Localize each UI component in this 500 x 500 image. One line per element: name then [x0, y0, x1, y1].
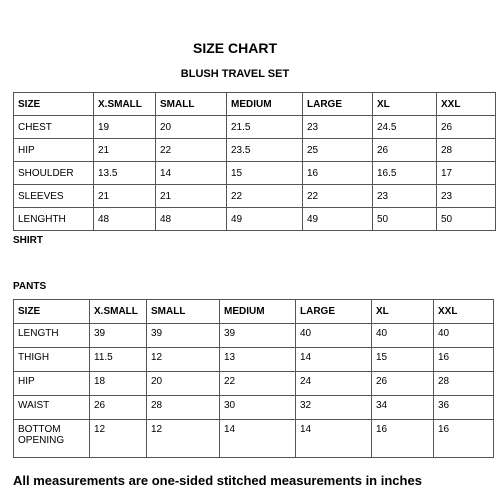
- table-cell: 26: [372, 372, 434, 396]
- table-row: [14, 396, 494, 420]
- table-cell: 26: [373, 139, 437, 162]
- table-cell: 14: [156, 162, 227, 185]
- table-cell: LENGHTH: [14, 208, 94, 231]
- table-cell: 16: [434, 348, 494, 372]
- column-header: SMALL: [147, 300, 220, 324]
- table-cell: THIGH: [14, 348, 90, 372]
- table-cell: 22: [303, 185, 373, 208]
- table-cell: 22: [227, 185, 303, 208]
- column-header: SIZE: [14, 93, 94, 116]
- table-cell: 48: [156, 208, 227, 231]
- table-cell: LENGTH: [14, 324, 90, 348]
- table-cell: 34: [372, 396, 434, 420]
- table-cell: 21.5: [227, 116, 303, 139]
- table-cell: 28: [437, 139, 496, 162]
- table-cell: 14: [296, 348, 372, 372]
- table-cell: SLEEVES: [14, 185, 94, 208]
- table-cell: 13: [220, 348, 296, 372]
- table-row: [14, 372, 494, 396]
- table-cell: 50: [437, 208, 496, 231]
- table-cell: 39: [90, 324, 147, 348]
- table-cell: 40: [296, 324, 372, 348]
- table-cell: 16: [434, 420, 494, 458]
- table-cell: 28: [147, 396, 220, 420]
- product-subtitle: BLUSH TRAVEL SET: [180, 68, 290, 80]
- table-cell: 28: [434, 372, 494, 396]
- column-header: XXL: [434, 300, 494, 324]
- table-cell: SHOULDER: [14, 162, 94, 185]
- pants-size-table: [13, 299, 494, 458]
- table-cell: 14: [296, 420, 372, 458]
- column-header: SIZE: [14, 300, 90, 324]
- table-cell: 16: [303, 162, 373, 185]
- column-header: XXL: [437, 93, 496, 116]
- table-cell: 49: [303, 208, 373, 231]
- table-cell: 24.5: [373, 116, 437, 139]
- table-cell: WAIST: [14, 396, 90, 420]
- table-cell: 23: [437, 185, 496, 208]
- table-cell: 23: [373, 185, 437, 208]
- table-cell: 39: [147, 324, 220, 348]
- table-row: [14, 420, 494, 458]
- table-cell: 20: [156, 116, 227, 139]
- column-header: LARGE: [296, 300, 372, 324]
- table-cell: 18: [90, 372, 147, 396]
- table-cell: 24: [296, 372, 372, 396]
- table-cell: 49: [227, 208, 303, 231]
- table-cell: 21: [94, 185, 156, 208]
- table-cell: 19: [94, 116, 156, 139]
- page-title: SIZE CHART: [193, 40, 277, 56]
- column-header: X.SMALL: [90, 300, 147, 324]
- table-row: [14, 208, 496, 231]
- table-cell: 32: [296, 396, 372, 420]
- table-cell: 14: [220, 420, 296, 458]
- table-row: [14, 116, 496, 139]
- table-cell: 12: [147, 420, 220, 458]
- table-cell: CHEST: [14, 116, 94, 139]
- table-header-row: [14, 300, 494, 324]
- measurement-note: All measurements are one-sided stitched measurements in inches: [13, 473, 422, 488]
- table-cell: 23: [303, 116, 373, 139]
- table-cell: BOTTOM OPENING: [14, 420, 90, 458]
- table-cell: 26: [437, 116, 496, 139]
- column-header: XL: [373, 93, 437, 116]
- column-header: X.SMALL: [94, 93, 156, 116]
- table-cell: 39: [220, 324, 296, 348]
- table-cell: 20: [147, 372, 220, 396]
- column-header: MEDIUM: [227, 93, 303, 116]
- table-cell: 15: [227, 162, 303, 185]
- table-cell: 11.5: [90, 348, 147, 372]
- table-cell: 25: [303, 139, 373, 162]
- table-header-row: [14, 93, 496, 116]
- table-cell: 16: [372, 420, 434, 458]
- table-cell: 21: [94, 139, 156, 162]
- table-row: [14, 324, 494, 348]
- column-header: SMALL: [156, 93, 227, 116]
- table-cell: 15: [372, 348, 434, 372]
- table-cell: 12: [147, 348, 220, 372]
- table-cell: 30: [220, 396, 296, 420]
- table-cell: HIP: [14, 139, 94, 162]
- table-cell: 21: [156, 185, 227, 208]
- table-cell: 36: [434, 396, 494, 420]
- table-row: [14, 348, 494, 372]
- column-header: XL: [372, 300, 434, 324]
- table-cell: 12: [90, 420, 147, 458]
- table-cell: 13.5: [94, 162, 156, 185]
- table-cell: 26: [90, 396, 147, 420]
- table-cell: 22: [156, 139, 227, 162]
- table-cell: 40: [434, 324, 494, 348]
- table-cell: 16.5: [373, 162, 437, 185]
- column-header: LARGE: [303, 93, 373, 116]
- table-cell: 40: [372, 324, 434, 348]
- table-cell: 23.5: [227, 139, 303, 162]
- table-cell: 48: [94, 208, 156, 231]
- table-cell: 17: [437, 162, 496, 185]
- shirt-section-label: SHIRT: [13, 235, 43, 246]
- table-row: [14, 185, 496, 208]
- pants-section-label: PANTS: [13, 281, 47, 292]
- column-header: MEDIUM: [220, 300, 296, 324]
- table-cell: 50: [373, 208, 437, 231]
- table-row: [14, 162, 496, 185]
- table-row: [14, 139, 496, 162]
- shirt-size-table: [13, 92, 496, 231]
- table-cell: 22: [220, 372, 296, 396]
- table-cell: HIP: [14, 372, 90, 396]
